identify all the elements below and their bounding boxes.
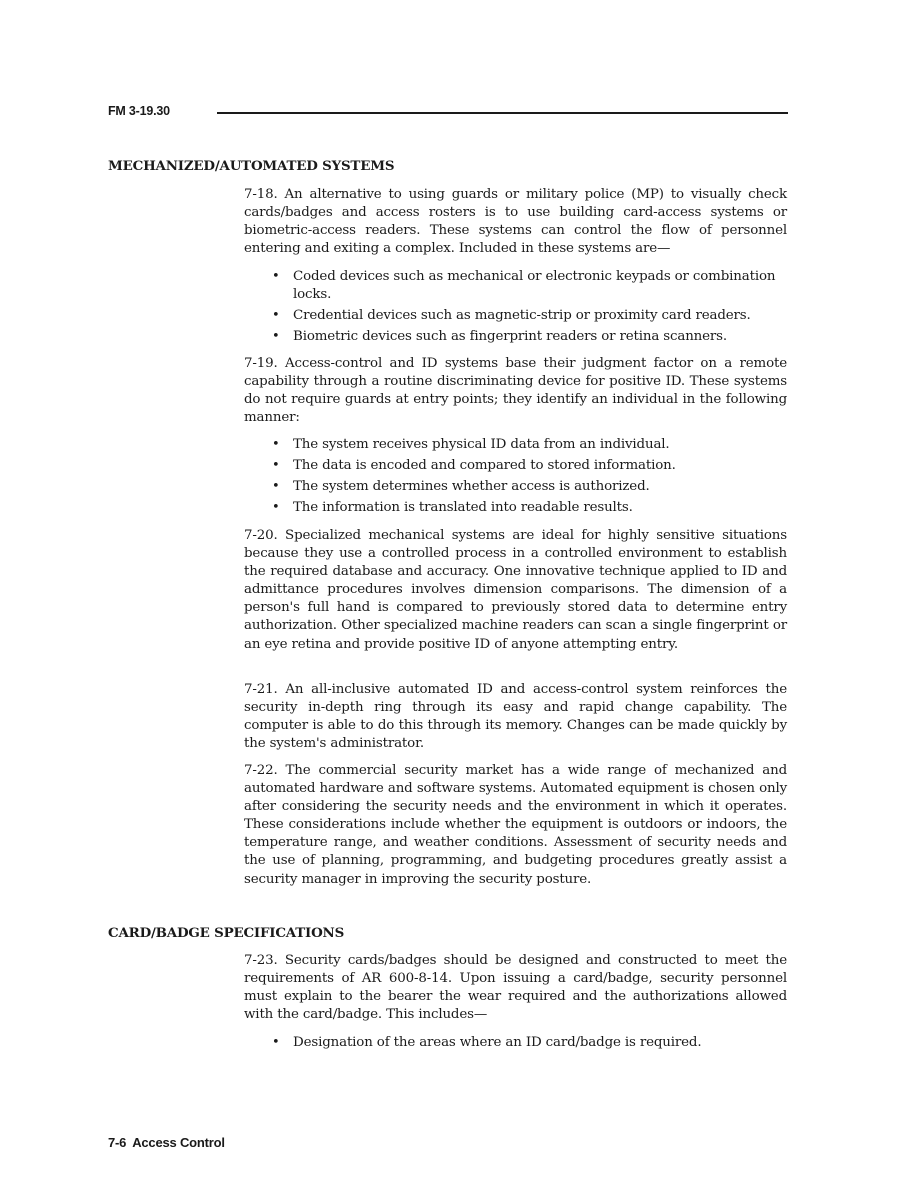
paragraph-7-23: 7-23. Security cards/badges should be designed and constructed to meet the requirements of AR 600-8-14. Upon issuing a card/badge, security personnel must explain to the bearer the wear required and the authorizations allowed with the card/badge. This includes—: [244, 953, 787, 1023]
list-item: • Coded devices such as mechanical or electronic keypads or combination locks.: [272, 269, 776, 303]
paragraph-7-22: 7-22. The commercial security market has a wide range of mechanized and automated hardware and software systems. Automated equipment is chosen only after considering the security needs and the environment in which it operates. These considerations include whether the equipment is outdoors or indoors, the temperature range, and weather conditions. Assessment of security needs and the use of planning, programming, and budgeting procedures greatly assist a security manager in improving the security posture.: [244, 763, 787, 887]
list-item: • Biometric devices such as fingerprint readers or retina scanners.: [272, 328, 787, 346]
bullet-icon: •: [272, 1035, 280, 1050]
bullet-list-process: [272, 436, 787, 520]
header-rule: [217, 112, 788, 114]
page-number: 7-6: [108, 1135, 127, 1150]
running-header: [108, 104, 788, 124]
bullet-list-badge: [272, 1034, 787, 1055]
section-heading: MECHANIZED/AUTOMATED SYSTEMS: [108, 158, 395, 174]
chapter-title: Access Control: [132, 1135, 225, 1150]
section-heading: CARD/BADGE SPECIFICATIONS: [108, 925, 345, 941]
page-footer: [108, 1135, 225, 1150]
bullet-icon: •: [272, 437, 280, 452]
list-item: • Credential devices such as magnetic-strip or proximity card readers.: [272, 307, 787, 325]
bullet-icon: •: [272, 329, 280, 345]
list-item: • The data is encoded and compared to stored information.: [272, 457, 787, 475]
paragraph-7-19: 7-19. Access-control and ID systems base their judgment factor on a remote capability through a routine discriminating device for positive ID. These systems do not require guards at entry points; they identify an individual in the following manner:: [244, 356, 787, 426]
bullet-icon: •: [272, 500, 280, 516]
bullet-list-devices: [272, 268, 787, 349]
document-code: FM 3-19.30: [108, 104, 170, 118]
list-item: • The information is translated into readable results.: [272, 499, 787, 517]
paragraph-7-18: 7-18. An alternative to using guards or military police (MP) to visually check cards/badges and access rosters is to use building card-access systems or biometric-access readers. These systems can control the flow of personnel entering and exiting a complex. Included in these systems are—: [244, 187, 787, 257]
bullet-icon: •: [272, 479, 280, 495]
bullet-icon: •: [272, 458, 280, 474]
list-item: • Designation of the areas where an ID card/badge is required.: [272, 1034, 787, 1052]
list-item: • The system receives physical ID data from an individual.: [272, 436, 787, 454]
paragraph-7-20: 7-20. Specialized mechanical systems are ideal for highly sensitive situations because they use a controlled process in a controlled environment to establish the required database and accuracy. One innovative technique applied to ID and admittance procedures involves dimension comparisons. The dimension of a person's full hand is compared to previously stored data to determine entry authorization. Other specialized machine readers can scan a single fingerprint or an eye retina and provide positive ID of anyone attempting entry.: [244, 528, 787, 652]
bullet-icon: •: [272, 308, 280, 324]
paragraph-7-21: 7-21. An all-inclusive automated ID and access-control system reinforces the security in-depth ring through its easy and rapid change capability. The computer is able to do this through its memory. Changes can be made quickly by the system's administrator.: [244, 682, 787, 752]
bullet-icon: •: [272, 269, 280, 284]
list-item: • The system determines whether access is authorized.: [272, 478, 787, 496]
